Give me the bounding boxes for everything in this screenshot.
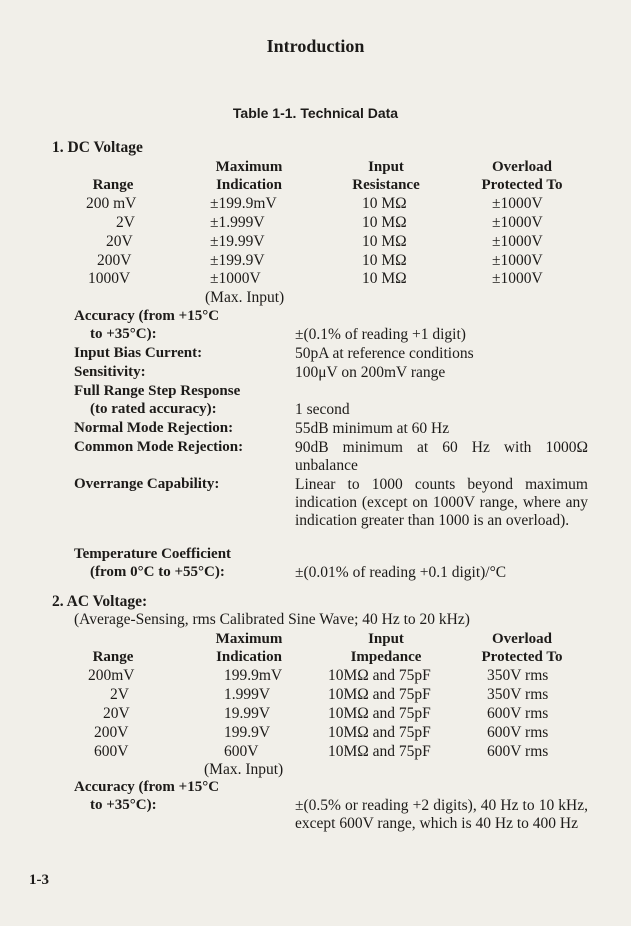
ac-col-range: Range	[92, 649, 134, 665]
dc-row-resistance: 10 MΩ	[362, 252, 407, 269]
ac-accuracy-value: ±(0.5% or reading +2 digits), 40 Hz to 10 kHz, except 600V range, which is 40 Hz to 400 Hz	[295, 797, 588, 832]
sensitivity-value: 100μV on 200mV range	[295, 364, 446, 381]
ac-row-indication: 199.9mV	[224, 667, 283, 684]
ac-row-indication: 19.99V	[224, 705, 271, 722]
bias-current-label: Input Bias Current:	[74, 345, 203, 361]
ac-row-indication: 199.9V	[224, 724, 271, 741]
dc-row-range: 200V	[97, 252, 132, 269]
ac-row-protected: 350V rms	[487, 667, 549, 684]
dc-row-range: 1000V	[88, 270, 131, 287]
ac-col-maximum: Maximum	[215, 631, 283, 647]
dc-row-protected: ±1000V	[492, 252, 543, 269]
ac-row-impedance: 10MΩ and 75pF	[328, 705, 431, 722]
dc-row-indication: ±1000V	[210, 270, 261, 287]
common-mode-label: Common Mode Rejection:	[74, 439, 244, 455]
ac-col-indication: Indication	[216, 649, 282, 665]
ac-row-indication: 1.999V	[224, 686, 271, 703]
step-response-label-cont: (to rated accuracy):	[90, 401, 217, 417]
ac-col-overload: Overload	[492, 631, 552, 647]
ac-row-range: 200V	[94, 724, 129, 741]
dc-row-range: 200 mV	[86, 195, 137, 212]
dc-row-range: 20V	[106, 233, 133, 250]
page-title: Introduction	[266, 36, 365, 56]
sensitivity-label: Sensitivity:	[74, 364, 146, 380]
ac-col-protected: Protected To	[481, 649, 563, 665]
step-response-label: Full Range Step Response	[74, 383, 241, 399]
ac-accuracy-label: Accuracy (from +15°C	[74, 779, 220, 795]
normal-mode-value: 55dB minimum at 60 Hz	[295, 420, 450, 437]
dc-row-indication: ±199.9mV	[210, 195, 277, 212]
temp-coefficient-value: ±(0.01% of reading +0.1 digit)/°C	[295, 564, 507, 581]
table-title: Table 1-1. Technical Data	[232, 105, 399, 121]
accuracy-value: ±(0.1% of reading +1 digit)	[295, 326, 466, 343]
bias-current-value: 50pA at reference conditions	[295, 345, 474, 362]
dc-row-resistance: 10 MΩ	[362, 195, 407, 212]
page-number: 1-3	[29, 872, 49, 888]
step-response-value: 1 second	[295, 401, 350, 418]
overrange-value: Linear to 1000 counts beyond maximum indication (except on 1000V range, where any indication greater than 1000 is an overload).	[295, 476, 588, 529]
temp-coefficient-label: Temperature Coefficient	[74, 546, 232, 562]
ac-row-range: 600V	[94, 743, 129, 760]
ac-row-range: 20V	[103, 705, 130, 722]
dc-col-indication: Indication	[216, 177, 282, 193]
ac-row-range: 200mV	[88, 667, 135, 684]
dc-row-resistance: 10 MΩ	[362, 270, 407, 287]
dc-col-range: Range	[92, 177, 134, 193]
dc-voltage-heading: 1. DC Voltage	[52, 139, 143, 156]
ac-row-protected: 600V rms	[487, 743, 549, 760]
dc-col-protected: Protected To	[481, 177, 563, 193]
dc-row-indication: ±1.999V	[210, 214, 265, 231]
common-mode-value: 90dB minimum at 60 Hz with 1000Ω unbalance	[295, 439, 588, 474]
dc-row-indication: ±199.9V	[210, 252, 265, 269]
ac-max-input-note: (Max. Input)	[204, 761, 284, 778]
dc-row-protected: ±1000V	[492, 233, 543, 250]
dc-row-range: 2V	[116, 214, 135, 231]
ac-row-protected: 600V rms	[487, 724, 549, 741]
ac-col-impedance: Impedance	[350, 649, 422, 665]
ac-row-impedance: 10MΩ and 75pF	[328, 667, 431, 684]
dc-col-resistance: Resistance	[352, 177, 420, 193]
accuracy-label: Accuracy (from +15°C	[74, 308, 220, 324]
dc-row-indication: ±19.99V	[210, 233, 265, 250]
accuracy-label-cont: to +35°C):	[90, 326, 157, 342]
ac-voltage-heading: 2. AC Voltage:	[52, 593, 148, 610]
dc-row-protected: ±1000V	[492, 195, 543, 212]
ac-col-input: Input	[368, 631, 404, 647]
dc-row-protected: ±1000V	[492, 214, 543, 231]
ac-row-protected: 350V rms	[487, 686, 549, 703]
dc-col-overload: Overload	[492, 159, 552, 175]
ac-voltage-subheading: (Average-Sensing, rms Calibrated Sine Wave; 40 Hz to 20 kHz)	[74, 611, 470, 628]
dc-row-resistance: 10 MΩ	[362, 214, 407, 231]
ac-row-range: 2V	[110, 686, 129, 703]
ac-accuracy-label-cont: to +35°C):	[90, 797, 157, 813]
overrange-label: Overrange Capability:	[74, 476, 220, 492]
temp-coefficient-label-cont: (from 0°C to +55°C):	[90, 564, 225, 580]
dc-col-maximum: Maximum	[215, 159, 283, 175]
ac-row-indication: 600V	[224, 743, 259, 760]
dc-row-resistance: 10 MΩ	[362, 233, 407, 250]
dc-row-protected: ±1000V	[492, 270, 543, 287]
dc-col-input: Input	[368, 159, 404, 175]
ac-row-impedance: 10MΩ and 75pF	[328, 743, 431, 760]
normal-mode-label: Normal Mode Rejection:	[74, 420, 234, 436]
ac-row-impedance: 10MΩ and 75pF	[328, 686, 431, 703]
dc-max-input-note: (Max. Input)	[205, 289, 285, 306]
ac-row-impedance: 10MΩ and 75pF	[328, 724, 431, 741]
ac-row-protected: 600V rms	[487, 705, 549, 722]
